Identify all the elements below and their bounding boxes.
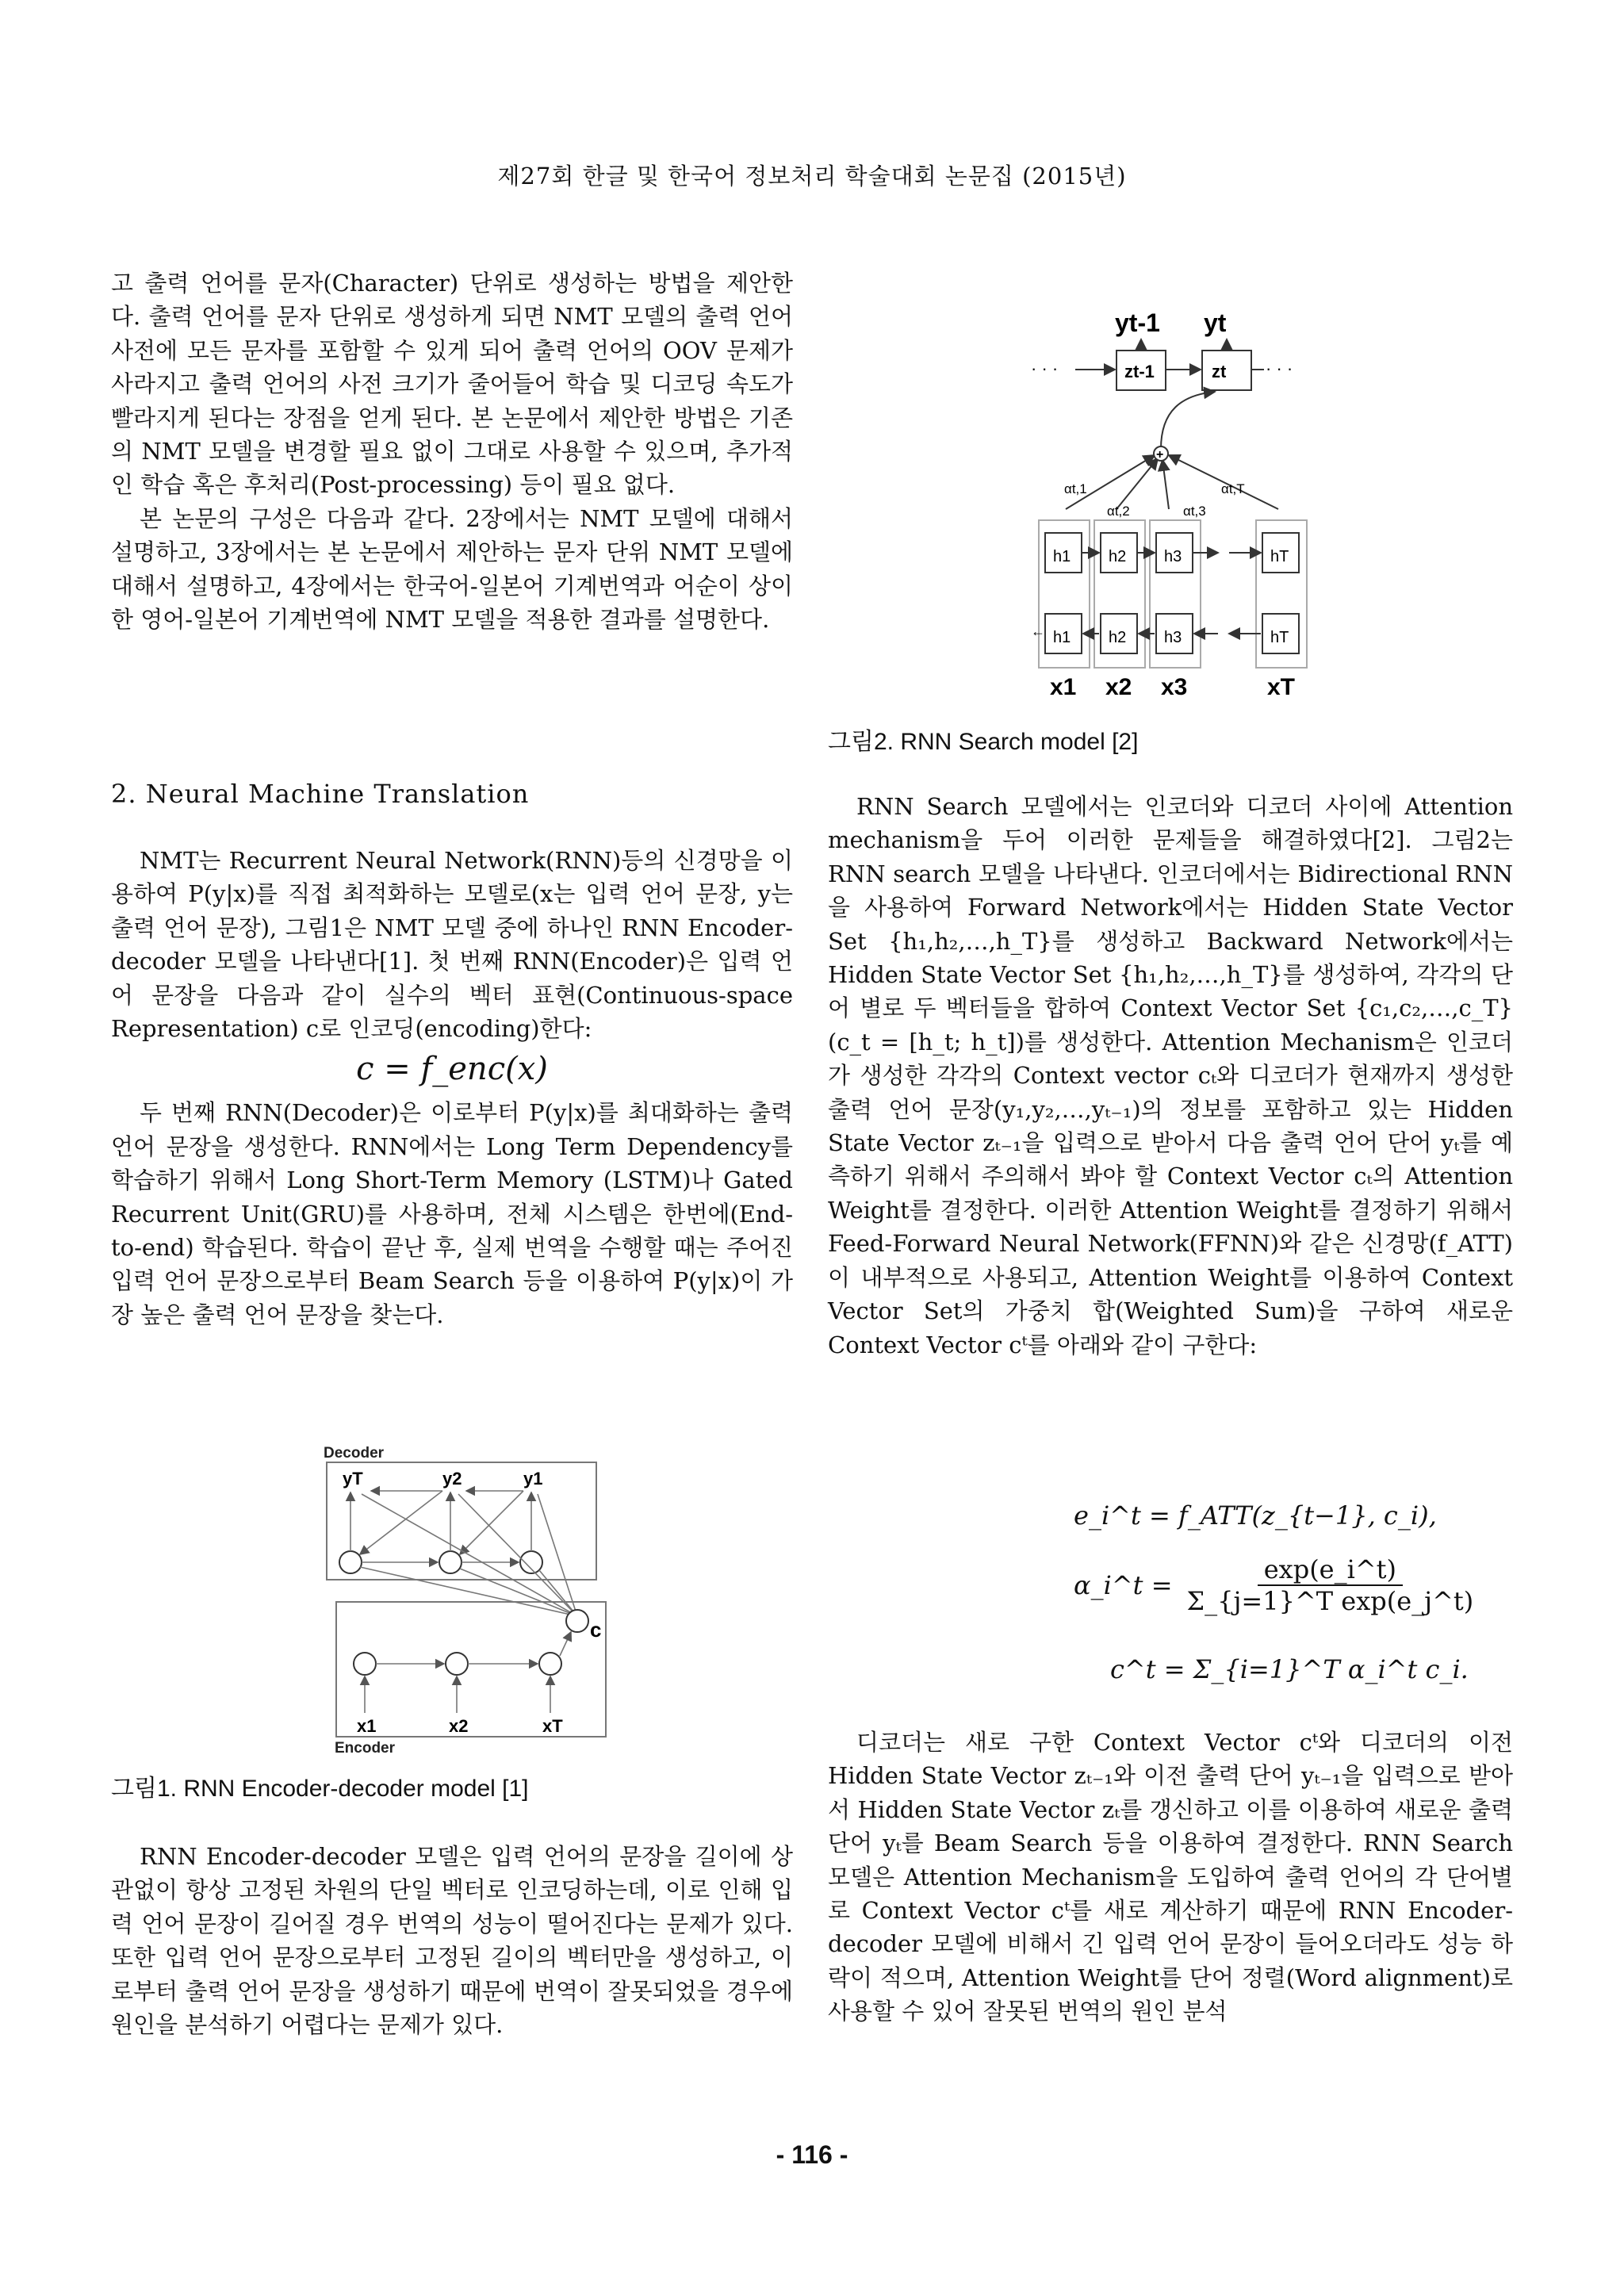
rnn-encoder-decoder-diagram bbox=[324, 1443, 619, 1754]
h-fwd-label-T: hT bbox=[1270, 548, 1289, 565]
right-column-text-bottom bbox=[828, 1726, 1513, 2029]
fig1-x-label-1: x1 bbox=[357, 1716, 377, 1736]
encoder-node-1 bbox=[354, 1653, 376, 1675]
search-paragraph-1: RNN Search 모델에서는 인코더와 디코더 사이에 Attention mechanism을 두어 이러한 문제들을 해결하였다[2]. 그림2는 RNN search 모델을 나타낸다. 인코더에서는 Bidirectional RNN을 사용하여 Forward Network에서는 Hidden State Vector Set {h₁,h₂,…,h_T}를 생성하고 Backward Network에서는 Hidden State Vector Set {h₁,h₂,…,h_T}를 생성하여, 각각의 단어 별로 두 벡터들을 합하여 Context Vector Set {c₁,c₂,…,c_T} (c_t = [h_t; h_t])를 생성한다. Attention Mechanism은 인코더가 생성한 각각의 Context vector cₜ와 디코더가 현재까지 생성한 출력 언어 문장(y₁,y₂,…,yₜ₋₁)의 정보를 포함하고 있는 Hidden State Vector zₜ₋₁을 입력으로 받아서 다음 출력 언어 단어 yₜ를 예측하기 위해서 주의해서 봐야 할 Context Vector cₜ의 Attention Weight를 결정한다. 이러한 Attention Weight를 결정하기 위해서 Feed-Forward Neural Network(FFNN)와 같은 신경망(f_ATT)이 내부적으로 사용되고, Attention Weight를 이용하여 Context Vector Set의 가중치 합(Weighted Sum)을 구하여 새로운 Context Vector cᵗ를 아래와 같이 구한다: bbox=[828, 793, 1513, 1358]
equation-context: c^t = Σ_{i=1}^T α_i^t c_i. bbox=[1110, 1654, 1469, 1684]
equation-alpha-numerator: exp(e_i^t) bbox=[1258, 1554, 1403, 1586]
left-column-text-top bbox=[111, 266, 793, 636]
h-bwd-label-1: h1 bbox=[1053, 629, 1071, 646]
fig2-x-labels bbox=[1050, 674, 1295, 700]
page-number: - 116 - bbox=[776, 2140, 848, 2169]
intro-paragraph-1: 고 출력 언어를 문자(Character) 단위로 생성하는 방법을 제안한다. 출력 언어를 문자 단위로 생성하게 되면 NMT 모델의 출력 언어 사전에 모든 문자를 포함할 수 있게 되어 출력 언어의 OOV 문제가 사라지고 출력 언어의 사전 크기가 줄어들어 학습 및 디코딩 속도가 빨라지게 된다는 장점을 얻게 된다. 본 논문에서 제안한 방법은 기존의 NMT 모델을 변경할 필요 없이 그대로 사용할 수 있으며, 추가적인 학습 혹은 후처리(Post-processing) 등이 필요 없다. bbox=[111, 270, 793, 499]
h-bwd-label-3: h3 bbox=[1164, 629, 1182, 646]
left-column-text-mid bbox=[111, 844, 793, 1331]
decoder-node-2 bbox=[439, 1551, 462, 1573]
fig1-y-label-1: y1 bbox=[523, 1469, 543, 1488]
fig1-c-label: c bbox=[590, 1618, 602, 1642]
figure-2-diagram bbox=[1031, 308, 1316, 720]
section-2-block bbox=[111, 777, 793, 810]
fig1-decoder-label: Decoder bbox=[324, 1445, 385, 1462]
page-header: 제27회 한글 및 한국어 정보처리 학술대회 논문집 (2015년) bbox=[497, 163, 1127, 190]
h-labels bbox=[1053, 548, 1289, 646]
nmt-paragraph-3: RNN Encoder-decoder 모델은 입력 언어의 문장을 길이에 상관없이 항상 고정된 차원의 단일 벡터로 인코딩하는데, 이로 인해 입력 언어 문장이 길어질 경우 번역의 성능이 떨어진다는 문제가 있다. 또한 입력 언어 문장으로부터 고정된 길이의 벡터만을 생성하고, 이로부터 출력 언어 문장을 생성하기 때문에 번역이 잘못되었을 경우에 원인을 분석하기 어렵다는 문제가 있다. bbox=[111, 1843, 793, 2039]
fig1-x-label-T: xT bbox=[542, 1716, 563, 1736]
fig2-alpha-3: αt,3 bbox=[1183, 504, 1206, 519]
equation-alpha-fraction bbox=[1181, 1554, 1480, 1616]
equation-alpha bbox=[1074, 1554, 1480, 1616]
decoder-node-3 bbox=[520, 1551, 542, 1573]
fig2-dots-left: · · · bbox=[1031, 358, 1059, 378]
section-title: 2. Neural Machine Translation bbox=[111, 779, 530, 809]
h-fwd-label-1: h1 bbox=[1053, 548, 1071, 565]
nmt-paragraph-1: NMT는 Recurrent Neural Network(RNN)등의 신경망을 이용하여 P(y|x)를 직접 최적화하는 모델로(x는 입력 언어 문장, y는 출력 언어 문장), 그림1은 NMT 모델 중에 하나인 RNN Encoder-decoder 모델을 나타낸다[1]. 첫 번째 RNN(Encoder)은 입력 언어 문장을 다음과 같이 실수의 벡터 표현(Continuous-space Representation) c로 인코딩(encoding)한다: bbox=[111, 847, 793, 1043]
fig2-alpha-1: αt,1 bbox=[1064, 481, 1087, 496]
context-node bbox=[566, 1610, 588, 1632]
fig1-x-label-2: x2 bbox=[449, 1716, 469, 1736]
equation-alpha-denominator: Σ_{j=1}^T exp(e_j^t) bbox=[1186, 1586, 1474, 1616]
decoder-node-1 bbox=[339, 1551, 362, 1573]
fig2-x-label-3: x3 bbox=[1161, 674, 1188, 700]
fig1-y-label-T: yT bbox=[343, 1469, 363, 1488]
h-fwd-label-3: h3 bbox=[1164, 548, 1182, 565]
encoder-equation bbox=[111, 1047, 793, 1091]
z-box-t bbox=[1202, 351, 1251, 390]
encoder-box bbox=[336, 1602, 606, 1737]
fig2-x-label-1: x1 bbox=[1050, 674, 1077, 700]
encoder-equation-text: c = f_enc(x) bbox=[356, 1051, 548, 1088]
fig2-alpha-T: αt,T bbox=[1221, 481, 1245, 496]
equation-alpha-lhs: α_i^t = bbox=[1074, 1570, 1173, 1600]
fig1-encoder-label: Encoder bbox=[335, 1740, 396, 1754]
encoder-edges bbox=[365, 1632, 571, 1713]
rnn-search-diagram bbox=[1031, 308, 1316, 720]
fig2-z-label-t: zt bbox=[1212, 362, 1227, 381]
fig2-x-label-T: xT bbox=[1267, 674, 1296, 700]
fig2-alpha-2: αt,2 bbox=[1107, 504, 1130, 519]
figure-2-caption: 그림2. RNN Search model [2] bbox=[828, 729, 1139, 755]
fig1-y-label-2: y2 bbox=[442, 1469, 462, 1488]
h-bwd-label-2: h2 bbox=[1109, 629, 1127, 646]
left-arrow-dot: ← bbox=[1031, 623, 1045, 639]
fig2-z-label-t-1: zt-1 bbox=[1124, 362, 1155, 381]
decoder-edges bbox=[350, 1491, 577, 1616]
intro-paragraph-2: 본 논문의 구성은 다음과 같다. 2장에서는 NMT 모델에 대해서 설명하고, 3장에서는 본 논문에서 제안하는 문자 단위 NMT 모델에 대해서 설명하고, 4장에서는 한국어-일본어 기계번역과 어순이 상이한 영어-일본어 기계번역에 NMT 모델을 적용한 결과를 설명한다. bbox=[111, 504, 793, 634]
left-column-text-bottom bbox=[111, 1840, 793, 2041]
h-bwd-label-T: hT bbox=[1270, 629, 1289, 646]
search-paragraph-2: 디코더는 새로 구한 Context Vector cᵗ와 디코더의 이전 Hidden State Vector zₜ₋₁와 이전 출력 단어 yₜ₋₁을 입력으로 받아서 Hidden State Vector zₜ를 갱신하고 이를 이용하여 새로운 출력 단어 yₜ를 Beam Search 등을 이용하여 결정한다. RNN Search 모델은 Attention Mechanism을 도입하여 출력 언어의 각 단어별로 Context Vector cᵗ를 새로 계산하기 때문에 RNN Encoder-decoder 모델에 비해서 긴 입력 언어 문장이 들어오더라도 성능 하락이 적으며, Attention Weight를 단어 정렬(Word alignment)로 사용할 수 있어 잘못된 번역의 원인 분석 bbox=[828, 1729, 1513, 2025]
fig2-dots-right: · · · bbox=[1266, 358, 1293, 378]
fig2-x-label-2: x2 bbox=[1105, 674, 1132, 700]
h-fwd-label-2: h2 bbox=[1109, 548, 1127, 565]
figure-1-caption: 그림1. RNN Encoder-decoder model [1] bbox=[111, 1776, 529, 1802]
plus-glyph: + bbox=[1156, 448, 1164, 462]
encoder-node-2 bbox=[446, 1653, 468, 1675]
nmt-paragraph-2: 두 번째 RNN(Decoder)은 이로부터 P(y|x)를 최대화하는 출력 언어 문장을 생성한다. RNN에서는 Long Term Dependency를 학습하기 위해서 Long Short-Term Memory (LSTM)나 Gated Recurrent Unit(GRU)를 사용하며, 전체 시스템은 한번에(End-to-end) 학습된다. 학습이 끝난 후, 실제 번역을 수행할 때는 주어진 입력 언어 문장으로부터 Beam Search 등을 이용하여 P(y|x)이 가장 높은 출력 언어 문장을 찾는다. bbox=[111, 1099, 793, 1328]
equation-energy: e_i^t = f_ATT(z_{t−1}, c_i), bbox=[1074, 1500, 1437, 1531]
encoder-node-3 bbox=[539, 1653, 561, 1675]
fig2-y-label-t: yt bbox=[1204, 308, 1227, 337]
figure-1-diagram bbox=[324, 1443, 619, 1754]
fig2-y-label-t-1: yt-1 bbox=[1115, 308, 1160, 337]
right-column-text-top bbox=[828, 790, 1513, 1362]
